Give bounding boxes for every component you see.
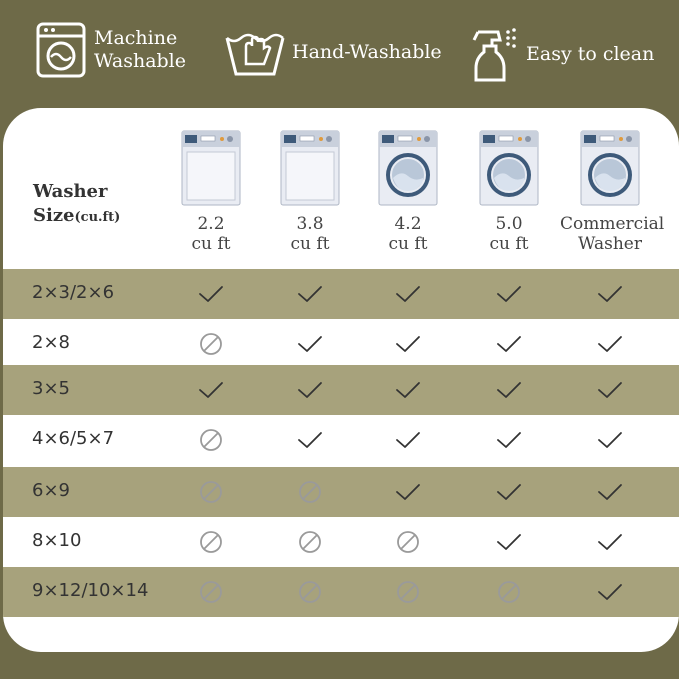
washing-machine-icon — [36, 22, 86, 78]
washer-column-header — [560, 130, 665, 254]
fits-cell — [496, 479, 522, 505]
fits-cell — [297, 331, 323, 357]
rug-size-label: 2×8 — [32, 332, 70, 353]
fits-cell — [395, 427, 421, 453]
not-allowed-icon — [198, 331, 224, 357]
washer-capacity: 2.2 — [197, 214, 225, 234]
washer-column-header — [161, 130, 261, 254]
rug-size-label: 9×12/10×14 — [32, 580, 149, 601]
feature-machine-washable — [36, 22, 186, 78]
check-icon — [597, 579, 623, 605]
check-icon — [496, 281, 522, 307]
not-fit-cell — [198, 427, 224, 453]
check-icon — [597, 427, 623, 453]
rug-size-label: 4×6/5×7 — [32, 428, 115, 449]
spray-bottle-icon — [470, 26, 520, 82]
fits-cell — [597, 331, 623, 357]
check-icon — [597, 377, 623, 403]
hand-wash-icon — [224, 26, 286, 78]
not-allowed-icon — [198, 479, 224, 505]
table-row — [3, 415, 679, 465]
feature-label: Hand-Washable — [292, 40, 442, 63]
fits-cell — [496, 331, 522, 357]
not-allowed-icon — [297, 529, 323, 555]
rug-size-label: 2×3/2×6 — [32, 282, 115, 303]
fits-cell — [297, 377, 323, 403]
not-allowed-icon — [395, 579, 421, 605]
fits-cell — [597, 529, 623, 555]
check-icon — [597, 479, 623, 505]
check-icon — [395, 377, 421, 403]
not-fit-cell — [496, 579, 522, 605]
header-unit: (cu.ft) — [74, 210, 121, 225]
check-icon — [496, 427, 522, 453]
fits-cell — [496, 377, 522, 403]
table-row — [3, 365, 679, 415]
fits-cell — [395, 281, 421, 307]
washer-column-header — [260, 130, 360, 254]
header-label-size: Size — [33, 205, 75, 226]
top-load-washer-icon — [280, 130, 340, 206]
not-allowed-icon — [198, 427, 224, 453]
top-load-washer-icon — [181, 130, 241, 206]
feature-label: Easy to clean — [526, 42, 655, 65]
check-icon — [297, 427, 323, 453]
not-fit-cell — [395, 579, 421, 605]
check-icon — [198, 281, 224, 307]
not-fit-cell — [198, 479, 224, 505]
feature-easy-to-clean — [470, 26, 654, 82]
washer-capacity-unit: Washer — [578, 234, 642, 254]
not-allowed-icon — [198, 529, 224, 555]
fits-cell — [395, 331, 421, 357]
fits-cell — [198, 281, 224, 307]
not-fit-cell — [198, 529, 224, 555]
rug-size-label: 8×10 — [32, 530, 82, 551]
not-fit-cell — [395, 529, 421, 555]
table-row — [3, 319, 679, 369]
not-allowed-icon — [297, 479, 323, 505]
feature-hand-washable — [224, 26, 442, 78]
fits-cell — [597, 377, 623, 403]
check-icon — [395, 281, 421, 307]
not-allowed-icon — [198, 579, 224, 605]
not-allowed-icon — [496, 579, 522, 605]
fits-cell — [198, 377, 224, 403]
table-row — [3, 467, 679, 517]
check-icon — [395, 427, 421, 453]
rug-size-label: 6×9 — [32, 480, 70, 501]
check-icon — [297, 377, 323, 403]
front-load-washer-icon — [479, 130, 539, 206]
check-icon — [597, 529, 623, 555]
check-icon — [198, 377, 224, 403]
feature-label-line1: Machine — [94, 27, 178, 49]
check-icon — [395, 331, 421, 357]
fits-cell — [597, 579, 623, 605]
washer-capacity-unit: cu ft — [290, 234, 330, 254]
washer-capacity: 4.2 — [394, 214, 422, 234]
front-load-washer-icon — [580, 130, 640, 206]
check-icon — [496, 479, 522, 505]
fits-cell — [496, 427, 522, 453]
feature-label-line2: Washable — [94, 50, 187, 72]
washer-column-header — [459, 130, 559, 254]
header-label: Washer — [33, 181, 108, 202]
check-icon — [597, 331, 623, 357]
washer-capacity: Commercial — [560, 214, 665, 234]
not-fit-cell — [198, 331, 224, 357]
not-allowed-icon — [395, 529, 421, 555]
washer-capacity: 3.8 — [296, 214, 324, 234]
check-icon — [496, 529, 522, 555]
check-icon — [395, 479, 421, 505]
check-icon — [297, 331, 323, 357]
washer-capacity-unit: cu ft — [388, 234, 428, 254]
table-row — [3, 269, 679, 319]
table-row — [3, 567, 679, 617]
not-fit-cell — [297, 579, 323, 605]
washer-capacity-unit: cu ft — [489, 234, 529, 254]
check-icon — [496, 377, 522, 403]
check-icon — [597, 281, 623, 307]
table-row — [3, 517, 679, 567]
fits-cell — [496, 281, 522, 307]
not-fit-cell — [297, 529, 323, 555]
check-icon — [297, 281, 323, 307]
washer-size-table — [3, 108, 679, 652]
washer-capacity: 5.0 — [495, 214, 523, 234]
fits-cell — [395, 377, 421, 403]
not-fit-cell — [198, 579, 224, 605]
fits-cell — [597, 281, 623, 307]
fits-cell — [395, 479, 421, 505]
fits-cell — [297, 281, 323, 307]
feature-bar — [0, 0, 679, 108]
fits-cell — [496, 529, 522, 555]
fits-cell — [597, 479, 623, 505]
washer-size-header — [33, 180, 120, 230]
not-allowed-icon — [297, 579, 323, 605]
fits-cell — [597, 427, 623, 453]
washer-column-header — [358, 130, 458, 254]
washer-capacity-unit: cu ft — [191, 234, 231, 254]
front-load-washer-icon — [378, 130, 438, 206]
not-fit-cell — [297, 479, 323, 505]
rug-size-label: 3×5 — [32, 378, 70, 399]
check-icon — [496, 331, 522, 357]
fits-cell — [297, 427, 323, 453]
